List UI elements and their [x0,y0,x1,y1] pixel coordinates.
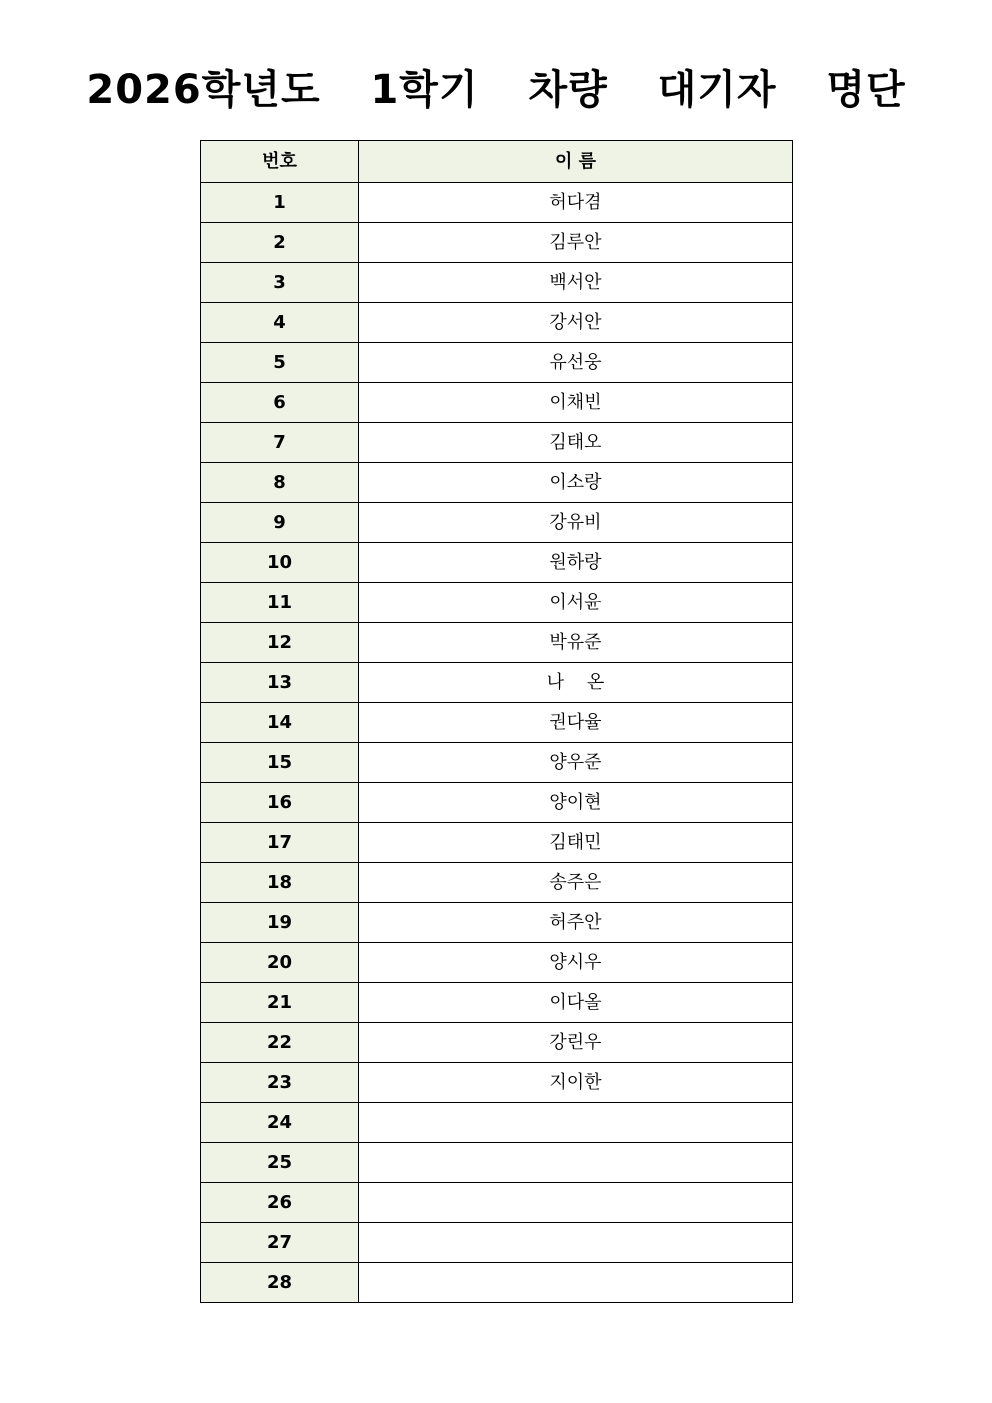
row-number: 11 [201,583,359,623]
row-number: 10 [201,543,359,583]
table-row [201,943,793,983]
row-name [359,1263,793,1303]
row-number: 5 [201,343,359,383]
table-row [201,1143,793,1183]
row-number: 2 [201,223,359,263]
table-row [201,303,793,343]
row-number: 27 [201,1223,359,1263]
row-name: 나 온 [359,663,793,703]
row-name: 양우준 [359,743,793,783]
row-name: 백서안 [359,263,793,303]
row-name: 김루안 [359,223,793,263]
row-number: 26 [201,1183,359,1223]
table-body [201,183,793,1303]
table-row [201,623,793,663]
row-number: 28 [201,1263,359,1303]
table-row [201,463,793,503]
row-number: 22 [201,1023,359,1063]
row-number: 21 [201,983,359,1023]
row-name: 이소랑 [359,463,793,503]
table-row [201,343,793,383]
table-row [201,1023,793,1063]
row-number: 18 [201,863,359,903]
row-number: 19 [201,903,359,943]
row-number: 6 [201,383,359,423]
table-row [201,903,793,943]
row-name: 허주안 [359,903,793,943]
table-row [201,863,793,903]
row-name [359,1223,793,1263]
row-number: 20 [201,943,359,983]
table-row [201,743,793,783]
table-row [201,543,793,583]
row-name: 허다겸 [359,183,793,223]
row-name [359,1143,793,1183]
row-number: 15 [201,743,359,783]
row-name: 이다올 [359,983,793,1023]
table-row [201,503,793,543]
row-name: 이서윤 [359,583,793,623]
table-row [201,663,793,703]
row-name: 강유비 [359,503,793,543]
row-number: 17 [201,823,359,863]
table-row [201,1063,793,1103]
table-row [201,783,793,823]
row-number: 9 [201,503,359,543]
row-name [359,1183,793,1223]
row-name: 송주은 [359,863,793,903]
row-number: 16 [201,783,359,823]
row-name: 박유준 [359,623,793,663]
table-row [201,1183,793,1223]
row-name: 양이현 [359,783,793,823]
row-name: 지이한 [359,1063,793,1103]
table-row [201,263,793,303]
page-title: 2026학년도 1학기 차량 대기자 명단 [86,67,906,113]
table-row [201,423,793,463]
row-name: 김태민 [359,823,793,863]
table-row [201,183,793,223]
table-row [201,703,793,743]
row-name: 김태오 [359,423,793,463]
row-number: 24 [201,1103,359,1143]
table-row [201,1223,793,1263]
row-number: 7 [201,423,359,463]
row-number: 1 [201,183,359,223]
row-name: 강서안 [359,303,793,343]
table-row [201,823,793,863]
row-name: 이채빈 [359,383,793,423]
table-row [201,1263,793,1303]
row-number: 25 [201,1143,359,1183]
waitlist-table [200,140,793,1303]
row-name: 유선웅 [359,343,793,383]
row-number: 23 [201,1063,359,1103]
row-name: 원하랑 [359,543,793,583]
table-row [201,983,793,1023]
row-number: 14 [201,703,359,743]
row-name: 양시우 [359,943,793,983]
row-number: 8 [201,463,359,503]
row-number: 4 [201,303,359,343]
row-name: 권다율 [359,703,793,743]
row-number: 3 [201,263,359,303]
table-row [201,1103,793,1143]
row-number: 13 [201,663,359,703]
row-name: 강린우 [359,1023,793,1063]
row-number: 12 [201,623,359,663]
table-header-row [201,141,793,183]
table-row [201,223,793,263]
column-header-name: 이 름 [359,141,793,183]
row-name [359,1103,793,1143]
table-row [201,383,793,423]
table-row [201,583,793,623]
column-header-number: 번호 [201,141,359,183]
